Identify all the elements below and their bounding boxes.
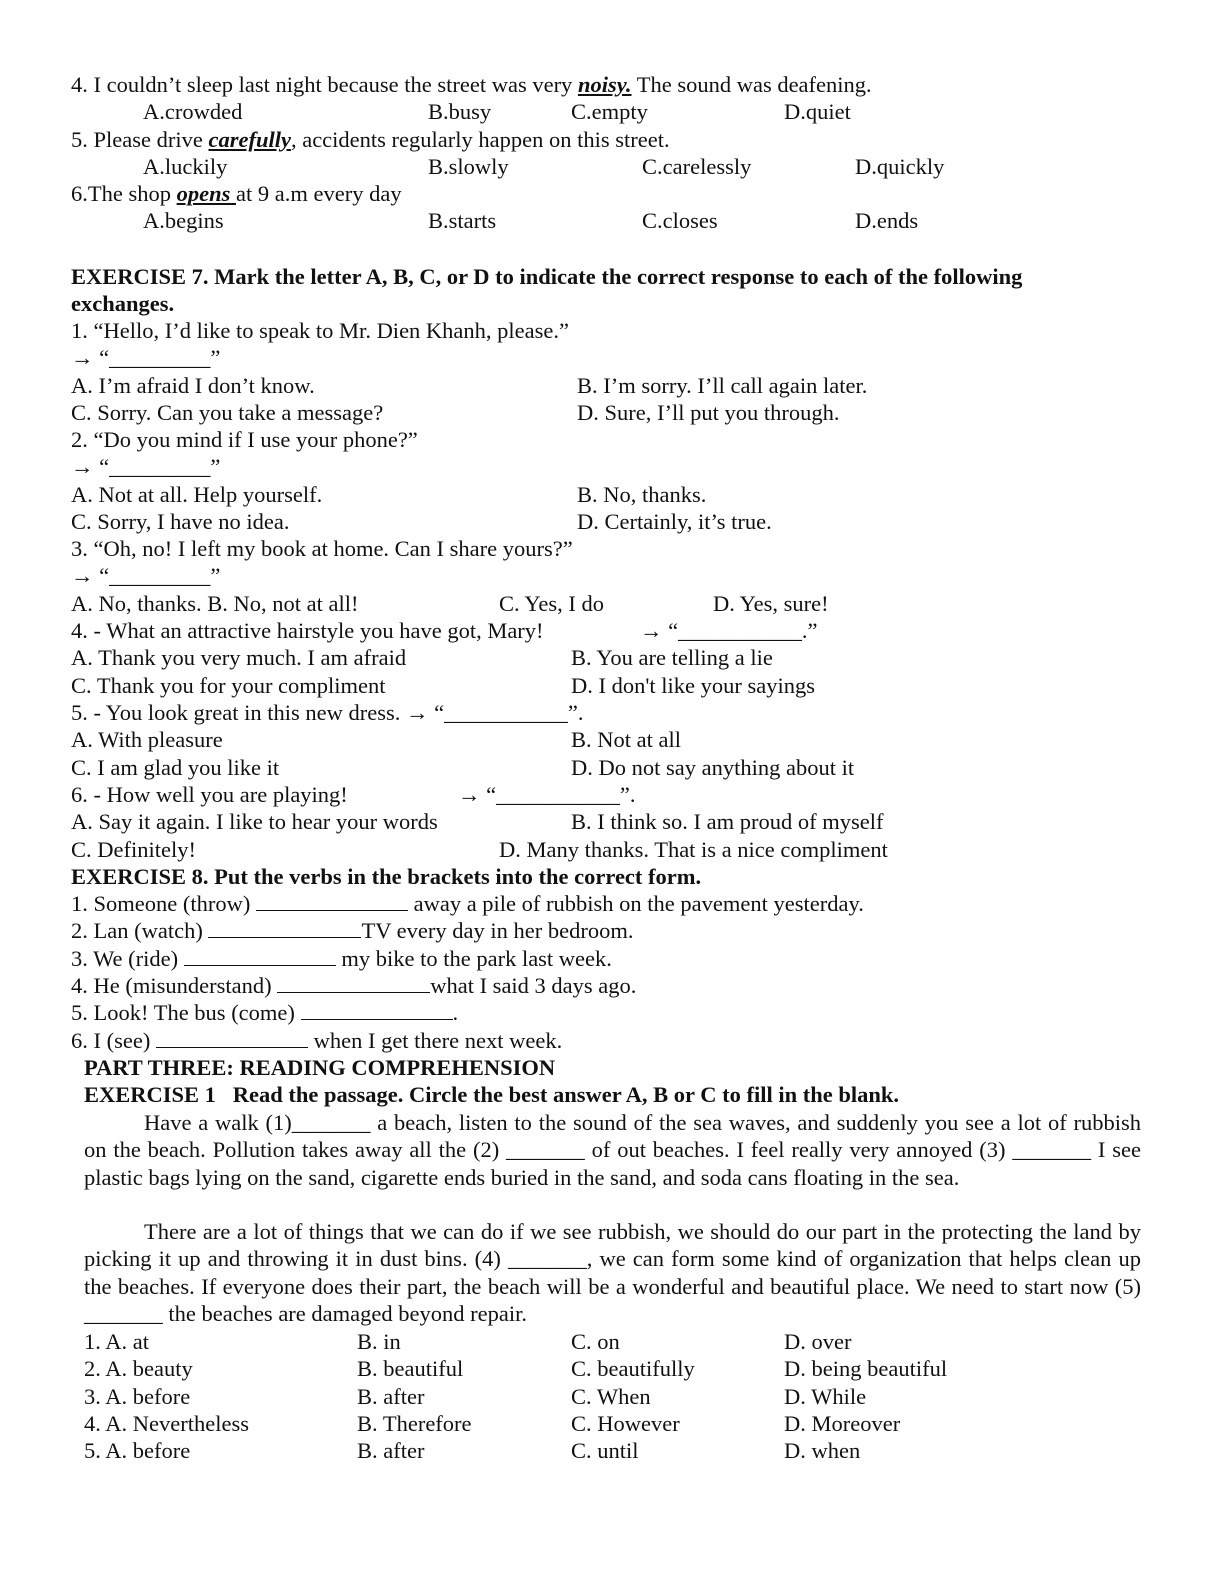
ex7-q4-option-c[interactable]: C. Thank you for your compliment <box>71 673 386 698</box>
answer-3-option-a[interactable]: 3. A. before <box>84 1384 191 1409</box>
ex7-q5-option-b[interactable]: B. Not at all <box>571 727 681 752</box>
ex7-heading-line1: EXERCISE 7. Mark the letter A, B, C, or D to indicate the correct response to each of the following <box>71 264 1023 289</box>
ex7-q6-option-a[interactable]: A. Say it again. I like to hear your words <box>71 809 438 834</box>
ex7-q1-option-b[interactable]: B. I’m sorry. I’ll call again later. <box>577 373 868 398</box>
ex8-item-4-blank[interactable] <box>277 972 430 993</box>
answer-5-option-b[interactable]: B. after <box>357 1438 425 1463</box>
answer-4-option-d[interactable]: D. Moreover <box>784 1411 901 1436</box>
ex8-item-3-post: my bike to the park last week. <box>335 946 612 971</box>
answer-2-option-b[interactable]: B. beautiful <box>357 1356 464 1381</box>
ex8-item-1 <box>71 890 864 917</box>
ex7-heading-line2: exchanges. <box>71 291 175 316</box>
ex7-q2-option-b[interactable]: B. No, thanks. <box>577 482 707 507</box>
ex7-q2-option-c[interactable]: C. Sorry, I have no idea. <box>71 509 290 534</box>
part3-ex1-heading: EXERCISE 1 Read the passage. Circle the best answer A, B or C to fill in the blank. <box>84 1082 900 1107</box>
ex6-q6-option-d[interactable]: D.ends <box>855 208 919 233</box>
answer-1-option-c[interactable]: C. on <box>571 1329 620 1354</box>
answer-2-option-a[interactable]: 2. A. beauty <box>84 1356 193 1381</box>
ex8-item-4-pre: 4. He (misunderstand) <box>71 973 278 998</box>
reading-paragraph-2: There are a lot of things that we can do if we see rubbish, we should do our part in the protecting the land by picking it up and throwing it in dust bins. (4) _______, we can form some kind of organization that helps clean up the beaches. If everyone does their part, the beach will be a wonderful and beautiful place. We need to start now (5) _______ the beaches are damaged beyond repair. <box>84 1219 1141 1326</box>
ex8-item-2-blank[interactable] <box>208 917 361 938</box>
ex8-item-5-blank[interactable] <box>301 999 453 1020</box>
ex7-q4-answer-blank: → “___________.” <box>640 618 818 643</box>
ex8-item-4-post: what I said 3 days ago. <box>430 973 637 998</box>
ex7-q1-option-d[interactable]: D. Sure, I’ll put you through. <box>577 400 840 425</box>
ex7-q5-option-a[interactable]: A. With pleasure <box>71 727 223 752</box>
ex7-q1-stem: 1. “Hello, I’d like to speak to Mr. Dien Khanh, please.” <box>71 318 569 343</box>
ex8-item-5 <box>71 999 458 1026</box>
ex6-q5-option-c[interactable]: C.carelessly <box>642 154 752 179</box>
ex6-q6-stem <box>71 180 402 207</box>
answer-5-option-d[interactable]: D. when <box>784 1438 861 1463</box>
ex7-q6-option-c[interactable]: C. Definitely! <box>71 837 196 862</box>
ex7-q6-option-d[interactable]: D. Many thanks. That is a nice compliment <box>499 837 888 862</box>
answer-4-option-c[interactable]: C. However <box>571 1411 680 1436</box>
ex7-q2-option-a[interactable]: A. Not at all. Help yourself. <box>71 482 323 507</box>
ex7-q6-option-b[interactable]: B. I think so. I am proud of myself <box>571 809 884 834</box>
ex7-q3-option-c[interactable]: C. Yes, I do <box>499 591 605 616</box>
ex8-item-1-post: away a pile of rubbish on the pavement yesterday. <box>407 891 864 916</box>
ex6-q6-option-b[interactable]: B.starts <box>428 208 497 233</box>
ex8-item-6 <box>71 1027 562 1054</box>
ex8-item-1-blank[interactable] <box>256 890 408 911</box>
answer-1-option-a[interactable]: 1. A. at <box>84 1329 149 1354</box>
ex6-q4-option-b[interactable]: B.busy <box>428 99 492 124</box>
ex7-q5-stem: 5. - You look great in this new dress. → “___________”. <box>71 700 584 725</box>
ex8-item-2-pre: 2. Lan (watch) <box>71 918 209 943</box>
ex6-q6-option-c[interactable]: C.closes <box>642 208 718 233</box>
ex6-q6-option-a[interactable]: A.begins <box>143 208 224 233</box>
ex7-q2-answer-blank: → “_________” <box>71 454 221 479</box>
answer-2-option-c[interactable]: C. beautifully <box>571 1356 695 1381</box>
ex6-q5-option-d[interactable]: D.quickly <box>855 154 945 179</box>
answer-3-option-b[interactable]: B. after <box>357 1384 425 1409</box>
ex6-q4-stem <box>71 71 872 98</box>
ex6-q6-pre: 6.The shop <box>71 181 177 206</box>
ex7-q5-option-d[interactable]: D. Do not say anything about it <box>571 755 855 780</box>
ex8-item-1-pre: 1. Someone (throw) <box>71 891 256 916</box>
ex7-q1-option-c[interactable]: C. Sorry. Can you take a message? <box>71 400 384 425</box>
ex7-q5-option-c[interactable]: C. I am glad you like it <box>71 755 280 780</box>
part3-heading: PART THREE: READING COMPREHENSION <box>84 1055 556 1080</box>
ex7-q3-option-d[interactable]: D. Yes, sure! <box>713 591 829 616</box>
ex7-q3-stem: 3. “Oh, no! I left my book at home. Can I share yours?” <box>71 536 573 561</box>
answer-1-option-d[interactable]: D. over <box>784 1329 852 1354</box>
answer-2-option-d[interactable]: D. being beautiful <box>784 1356 948 1381</box>
reading-paragraph-1: Have a walk (1)_______ a beach, listen to the sound of the sea waves, and suddenly you see a lot of rubbish on the beach. Pollution takes away all the (2) _______ of out beaches. I feel really very annoyed (3) _______ I see plastic bags lying on the sand, cigarette ends buried in the sand, and soda cans floating in the sea. <box>84 1110 1141 1190</box>
ex8-item-2-post: TV every day in her bedroom. <box>361 918 634 943</box>
ex6-q4-option-d[interactable]: D.quiet <box>784 99 851 124</box>
ex8-item-6-blank[interactable] <box>156 1027 308 1048</box>
ex6-q5-stem <box>71 126 670 153</box>
ex6-q6-word: opens <box>176 181 237 206</box>
ex6-q5-pre: 5. Please drive <box>71 127 209 152</box>
ex7-q4-option-a[interactable]: A. Thank you very much. I am afraid <box>71 645 407 670</box>
ex6-q4-word: noisy. <box>577 72 632 97</box>
ex8-item-3-pre: 3. We (ride) <box>71 946 184 971</box>
answer-5-option-a[interactable]: 5. A. before <box>84 1438 191 1463</box>
ex8-item-6-post: when I get there next week. <box>307 1028 563 1053</box>
ex7-q4-option-d[interactable]: D. I don't like your sayings <box>571 673 816 698</box>
ex6-q5-word: carefully <box>208 127 291 152</box>
ex7-q1-answer-blank: → “_________” <box>71 345 221 370</box>
ex8-item-4 <box>71 972 636 999</box>
ex8-item-5-post: . <box>452 1000 459 1025</box>
ex7-q4-option-b[interactable]: B. You are telling a lie <box>571 645 773 670</box>
answer-5-option-c[interactable]: C. until <box>571 1438 639 1463</box>
answer-3-option-c[interactable]: C. When <box>571 1384 651 1409</box>
ex6-q4-pre: 4. I couldn’t sleep last night because the street was very <box>71 72 578 97</box>
ex6-q5-post: , accidents regularly happen on this street. <box>290 127 670 152</box>
answer-3-option-d[interactable]: D. While <box>784 1384 867 1409</box>
ex6-q6-post: at 9 a.m every day <box>236 181 402 206</box>
ex6-q4-option-c[interactable]: C.empty <box>571 99 648 124</box>
ex6-q4-post: The sound was deafening. <box>631 72 872 97</box>
ex8-item-3 <box>71 945 612 972</box>
ex7-q2-stem: 2. “Do you mind if I use your phone?” <box>71 427 418 452</box>
ex6-q5-option-b[interactable]: B.slowly <box>428 154 509 179</box>
ex6-q5-option-a[interactable]: A.luckily <box>143 154 228 179</box>
ex8-item-5-pre: 5. Look! The bus (come) <box>71 1000 301 1025</box>
answer-1-option-b[interactable]: B. in <box>357 1329 401 1354</box>
ex8-heading: EXERCISE 8. Put the verbs in the brackets into the correct form. <box>71 864 702 889</box>
ex7-q3-option-ab[interactable]: A. No, thanks. B. No, not at all! <box>71 591 359 616</box>
ex7-q6-answer-blank: → “___________”. <box>458 782 636 807</box>
ex6-q4-option-a[interactable]: A.crowded <box>143 99 243 124</box>
answer-4-option-a[interactable]: 4. A. Nevertheless <box>84 1411 249 1436</box>
ex7-q4-stem: 4. - What an attractive hairstyle you have got, Mary! <box>71 618 544 643</box>
ex7-q2-option-d[interactable]: D. Certainly, it’s true. <box>577 509 772 534</box>
ex8-item-2 <box>71 917 633 944</box>
answer-4-option-b[interactable]: B. Therefore <box>357 1411 472 1436</box>
ex8-item-3-blank[interactable] <box>184 945 336 966</box>
ex8-item-6-pre: 6. I (see) <box>71 1028 156 1053</box>
ex7-q1-option-a[interactable]: A. I’m afraid I don’t know. <box>71 373 315 398</box>
ex7-q3-answer-blank: → “_________” <box>71 563 221 588</box>
ex7-q6-stem: 6. - How well you are playing! <box>71 782 348 807</box>
